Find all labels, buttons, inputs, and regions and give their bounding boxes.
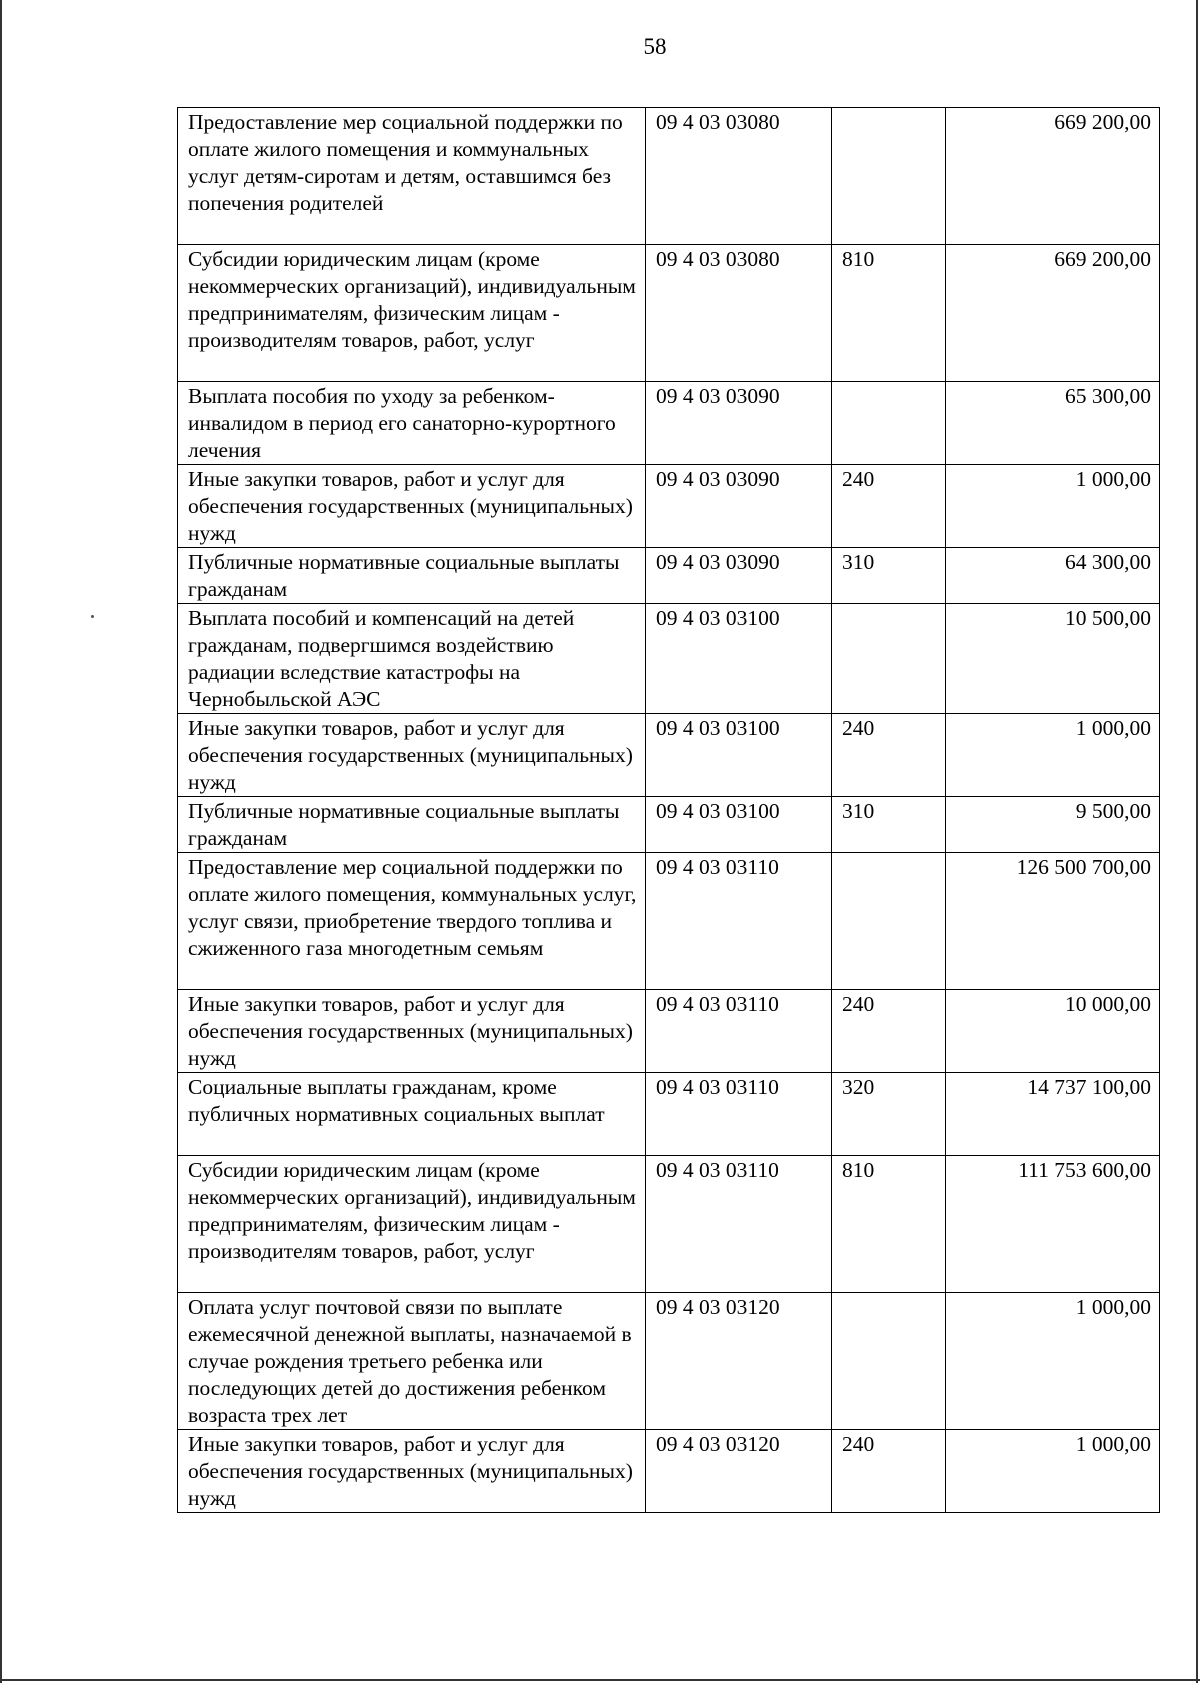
row-description: Иные закупки товаров, работ и услуг для обеспечения государственных (муниципальных) нужд [178,1430,646,1513]
row-expense-type [832,382,946,465]
table-row [178,990,1160,1073]
row-amount: 669 200,00 [946,245,1160,382]
row-amount: 111 753 600,00 [946,1156,1160,1293]
table-row [178,714,1160,797]
page-border-left [0,0,2,1683]
row-amount: 669 200,00 [946,108,1160,245]
row-expense-type: 240 [832,1430,946,1513]
row-budget-code: 09 4 03 03100 [646,714,832,797]
table-row [178,1293,1160,1430]
row-expense-type: 310 [832,548,946,604]
row-description: Предоставление мер социальной поддержки по оплате жилого помещения, коммунальных услуг, услуг связи, приобретение твердого топлива и сжиженного газа многодетным семьям [178,853,646,990]
table-row [178,797,1160,853]
table-row [178,382,1160,465]
row-amount: 10 500,00 [946,604,1160,714]
scan-speck [91,615,94,618]
budget-table-body [178,108,1160,1513]
table-row [178,853,1160,990]
row-description: Публичные нормативные социальные выплаты гражданам [178,797,646,853]
row-amount: 1 000,00 [946,1293,1160,1430]
row-expense-type: 320 [832,1073,946,1156]
row-budget-code: 09 4 03 03120 [646,1430,832,1513]
row-amount: 14 737 100,00 [946,1073,1160,1156]
row-amount: 1 000,00 [946,714,1160,797]
row-budget-code: 09 4 03 03120 [646,1293,832,1430]
table-row [178,465,1160,548]
row-expense-type [832,853,946,990]
row-amount: 1 000,00 [946,1430,1160,1513]
row-expense-type: 240 [832,465,946,548]
page-number: 58 [643,34,667,59]
row-budget-code: 09 4 03 03110 [646,1156,832,1293]
row-expense-type [832,604,946,714]
table-row [178,245,1160,382]
row-budget-code: 09 4 03 03080 [646,245,832,382]
row-description: Выплата пособий и компенсаций на детей гражданам, подвергшимся воздействию радиации вследствие катастрофы на Чернобыльской АЭС [178,604,646,714]
row-expense-type: 810 [832,245,946,382]
row-expense-type: 810 [832,1156,946,1293]
row-description: Субсидии юридическим лицам (кроме некоммерческих организаций), индивидуальным предпринимателям, физическим лицам - производителям товаров, работ, услуг [178,245,646,382]
row-description: Выплата пособия по уходу за ребенком-инвалидом в период его санаторно-курортного лечения [178,382,646,465]
row-budget-code: 09 4 03 03090 [646,465,832,548]
row-description: Иные закупки товаров, работ и услуг для обеспечения государственных (муниципальных) нужд [178,990,646,1073]
row-budget-code: 09 4 03 03080 [646,108,832,245]
row-expense-type: 240 [832,714,946,797]
row-expense-type: 240 [832,990,946,1073]
row-budget-code: 09 4 03 03100 [646,797,832,853]
row-expense-type [832,1293,946,1430]
row-amount: 64 300,00 [946,548,1160,604]
row-amount: 126 500 700,00 [946,853,1160,990]
row-description: Иные закупки товаров, работ и услуг для обеспечения государственных (муниципальных) нужд [178,714,646,797]
row-expense-type [832,108,946,245]
table-row [178,1073,1160,1156]
page-border-right [1196,0,1198,1683]
row-budget-code: 09 4 03 03110 [646,990,832,1073]
row-description: Предоставление мер социальной поддержки по оплате жилого помещения и коммунальных услуг детям-сиротам и детям, оставшимся без попечения родителей [178,108,646,245]
table-row [178,604,1160,714]
row-amount: 65 300,00 [946,382,1160,465]
row-description: Публичные нормативные социальные выплаты гражданам [178,548,646,604]
row-amount: 10 000,00 [946,990,1160,1073]
row-budget-code: 09 4 03 03100 [646,604,832,714]
row-amount: 9 500,00 [946,797,1160,853]
budget-table [177,107,1160,1513]
table-row [178,1156,1160,1293]
table-row [178,108,1160,245]
page-border-bottom [0,1679,1200,1681]
table-row [178,1430,1160,1513]
row-budget-code: 09 4 03 03110 [646,1073,832,1156]
row-description: Субсидии юридическим лицам (кроме некоммерческих организаций), индивидуальным предпринимателям, физическим лицам - производителям товаров, работ, услуг [178,1156,646,1293]
row-budget-code: 09 4 03 03090 [646,382,832,465]
row-description: Социальные выплаты гражданам, кроме публичных нормативных социальных выплат [178,1073,646,1156]
row-budget-code: 09 4 03 03110 [646,853,832,990]
row-description: Оплата услуг почтовой связи по выплате ежемесячной денежной выплаты, назначаемой в случае рождения третьего ребенка или последующих детей до достижения ребенком возраста трех лет [178,1293,646,1430]
row-budget-code: 09 4 03 03090 [646,548,832,604]
row-amount: 1 000,00 [946,465,1160,548]
table-row [178,548,1160,604]
row-description: Иные закупки товаров, работ и услуг для обеспечения государственных (муниципальных) нужд [178,465,646,548]
row-expense-type: 310 [832,797,946,853]
